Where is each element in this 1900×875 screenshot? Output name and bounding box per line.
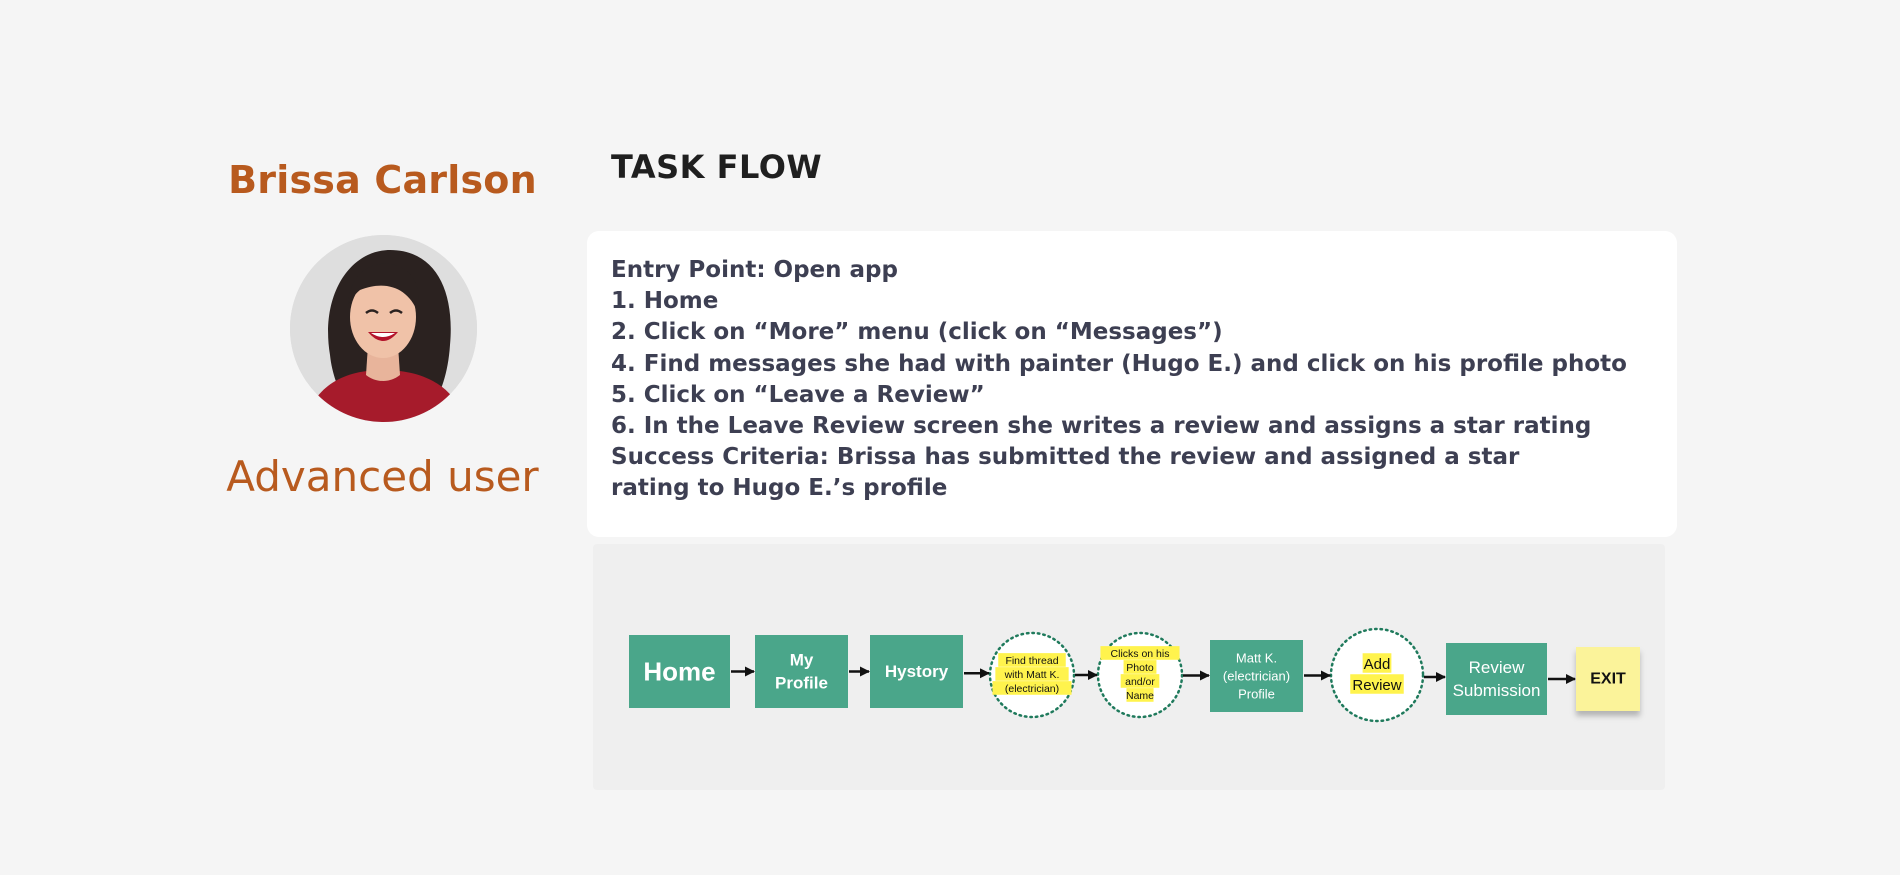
flow-node-label: Hystory [884,662,949,681]
flow-node-label: Profile [1238,686,1275,702]
persona-role: Advanced user [226,452,539,501]
flow-step-line: Entry Point: Open app [611,257,898,283]
flow-node-my-profile [755,635,848,708]
persona-avatar [290,235,477,422]
flow-node-label: Home [643,656,716,687]
flow-node-hystory [870,635,963,708]
flow-step-line: 1. Home [611,288,719,315]
flow-node-label: and/or [1125,676,1155,688]
flow-node-label: EXIT [1590,670,1626,688]
flow-node-find-thread-with-matt-k-electrician [990,633,1074,717]
flow-node-shape [755,635,848,708]
flow-node-label: Matt K. [1235,650,1278,666]
flow-node-clicks-on-his-photo-and-or-name [1098,633,1182,717]
flow-step-line: 4. Find messages she had with painter (Hugo E.) and click on his profile photo [611,350,1627,377]
flow-node-label: Photo [1126,662,1154,674]
flow-node-review-submission [1446,643,1547,715]
task-flow-diagram [593,544,1665,790]
flow-step-line: Success Criteria: Brissa has submitted the review and assigned a star [611,444,1520,471]
flow-node-label: Find thread [1005,655,1059,667]
flow-node-shape [1446,643,1547,715]
task-flow-title: TASK FLOW [611,148,823,186]
flow-node-add-review [1331,629,1423,721]
flow-node-label: Review [1352,677,1402,694]
flow-node-home [629,635,730,708]
flow-node-label: (electrician) [1004,683,1060,695]
flow-node-label: Profile [775,673,828,693]
flow-step-line: 6. In the Leave Review screen she writes a review and assigns a star rating [611,413,1592,440]
flow-node-label: Clicks on his [1110,648,1170,660]
persona-name: Brissa Carlson [228,158,537,202]
flow-node-label: with Matt K. [1004,669,1060,681]
flow-step-line: 2. Click on “More” menu (click on “Messages”) [611,319,1223,346]
flow-diagram-canvas [593,544,1665,790]
task-flow-card [587,231,1677,537]
flow-node-exit [1576,647,1640,711]
flow-node-label: Name [1125,690,1155,702]
flow-node-label: Review [1468,658,1525,677]
flow-node-label: Add [1363,656,1391,673]
flow-node-label: (electrician) [1222,668,1291,684]
flow-step-line: 5. Click on “Leave a Review” [611,381,985,408]
flow-node-matt-k-electrician-profile [1210,640,1303,712]
flow-step-line: rating to Hugo E.’s profile [611,475,948,502]
flow-node-label: Submission [1452,681,1541,700]
avatar-illustration [290,235,477,422]
flow-node-label: My [789,650,814,670]
